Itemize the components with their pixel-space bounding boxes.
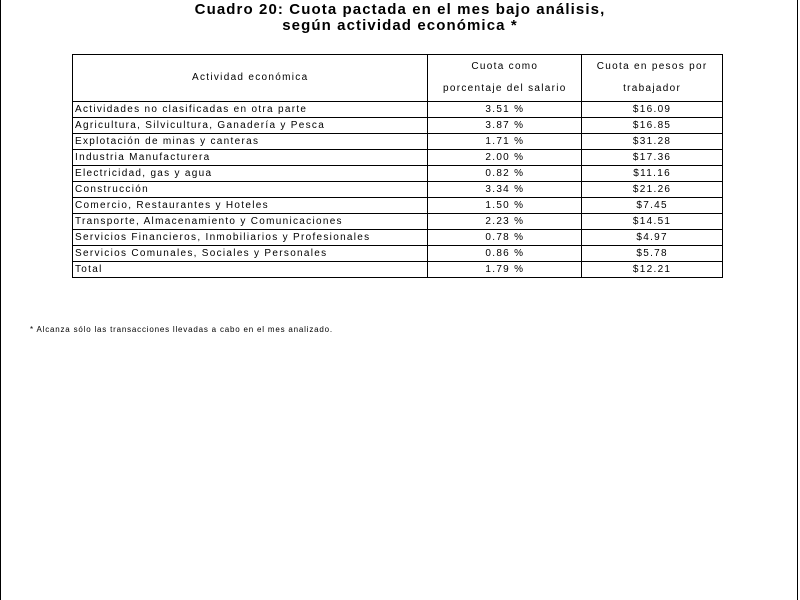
activity-cell: Comercio, Restaurantes y Hoteles <box>73 198 428 214</box>
pesos-cell: $17.36 <box>582 150 723 166</box>
header-activity: Actividad económica <box>73 55 428 102</box>
activity-cell: Actividades no clasificadas en otra parte <box>73 102 428 118</box>
percentage-cell: 1.71 % <box>428 134 582 150</box>
activity-cell: Explotación de minas y canteras <box>73 134 428 150</box>
table-row <box>73 134 723 150</box>
percentage-cell: 0.82 % <box>428 166 582 182</box>
table-row <box>73 198 723 214</box>
table-row <box>73 182 723 198</box>
table-row <box>73 102 723 118</box>
pesos-cell: $16.09 <box>582 102 723 118</box>
activity-cell: Transporte, Almacenamiento y Comunicaciones <box>73 214 428 230</box>
percentage-cell: 1.79 % <box>428 262 582 278</box>
header-pesos <box>582 55 723 102</box>
pesos-cell: $31.28 <box>582 134 723 150</box>
pesos-cell: $5.78 <box>582 246 723 262</box>
pesos-cell: $4.97 <box>582 230 723 246</box>
activity-cell: Agricultura, Silvicultura, Ganadería y Pesca <box>73 118 428 134</box>
percentage-cell: 0.78 % <box>428 230 582 246</box>
pesos-cell: $12.21 <box>582 262 723 278</box>
activity-cell: Construcción <box>73 182 428 198</box>
pesos-cell: $11.16 <box>582 166 723 182</box>
header-pesos-line2: trabajador <box>623 83 682 94</box>
header-pesos-line1: Cuota en pesos por <box>596 61 708 72</box>
percentage-cell: 1.50 % <box>428 198 582 214</box>
percentage-cell: 3.51 % <box>428 102 582 118</box>
title-line-1: Cuadro 20: Cuota pactada en el mes bajo análisis, <box>194 1 606 18</box>
pesos-cell: $14.51 <box>582 214 723 230</box>
activity-cell: Industria Manufacturera <box>73 150 428 166</box>
pesos-cell: $21.26 <box>582 182 723 198</box>
activity-cell: Servicios Financieros, Inmobiliarios y Profesionales <box>73 230 428 246</box>
table-row <box>73 230 723 246</box>
page-title <box>0 2 800 34</box>
table-row <box>73 118 723 134</box>
percentage-cell: 3.34 % <box>428 182 582 198</box>
activity-cell: Electricidad, gas y agua <box>73 166 428 182</box>
percentage-cell: 3.87 % <box>428 118 582 134</box>
table-row <box>73 150 723 166</box>
header-percentage <box>428 55 582 102</box>
footnote: * Alcanza sólo las transacciones llevadas a cabo en el mes analizado. <box>30 325 333 334</box>
table-row-total <box>73 262 723 278</box>
table-row <box>73 166 723 182</box>
quota-table <box>72 54 723 278</box>
activity-cell: Total <box>73 262 428 278</box>
pesos-cell: $7.45 <box>582 198 723 214</box>
percentage-cell: 2.23 % <box>428 214 582 230</box>
title-line-2: según actividad económica * <box>282 17 518 34</box>
table-row <box>73 214 723 230</box>
header-percentage-line2: porcentaje del salario <box>443 83 567 94</box>
header-percentage-line1: Cuota como <box>471 61 539 72</box>
percentage-cell: 0.86 % <box>428 246 582 262</box>
table-header-row <box>73 55 723 102</box>
percentage-cell: 2.00 % <box>428 150 582 166</box>
activity-cell: Servicios Comunales, Sociales y Personales <box>73 246 428 262</box>
pesos-cell: $16.85 <box>582 118 723 134</box>
table-row <box>73 246 723 262</box>
